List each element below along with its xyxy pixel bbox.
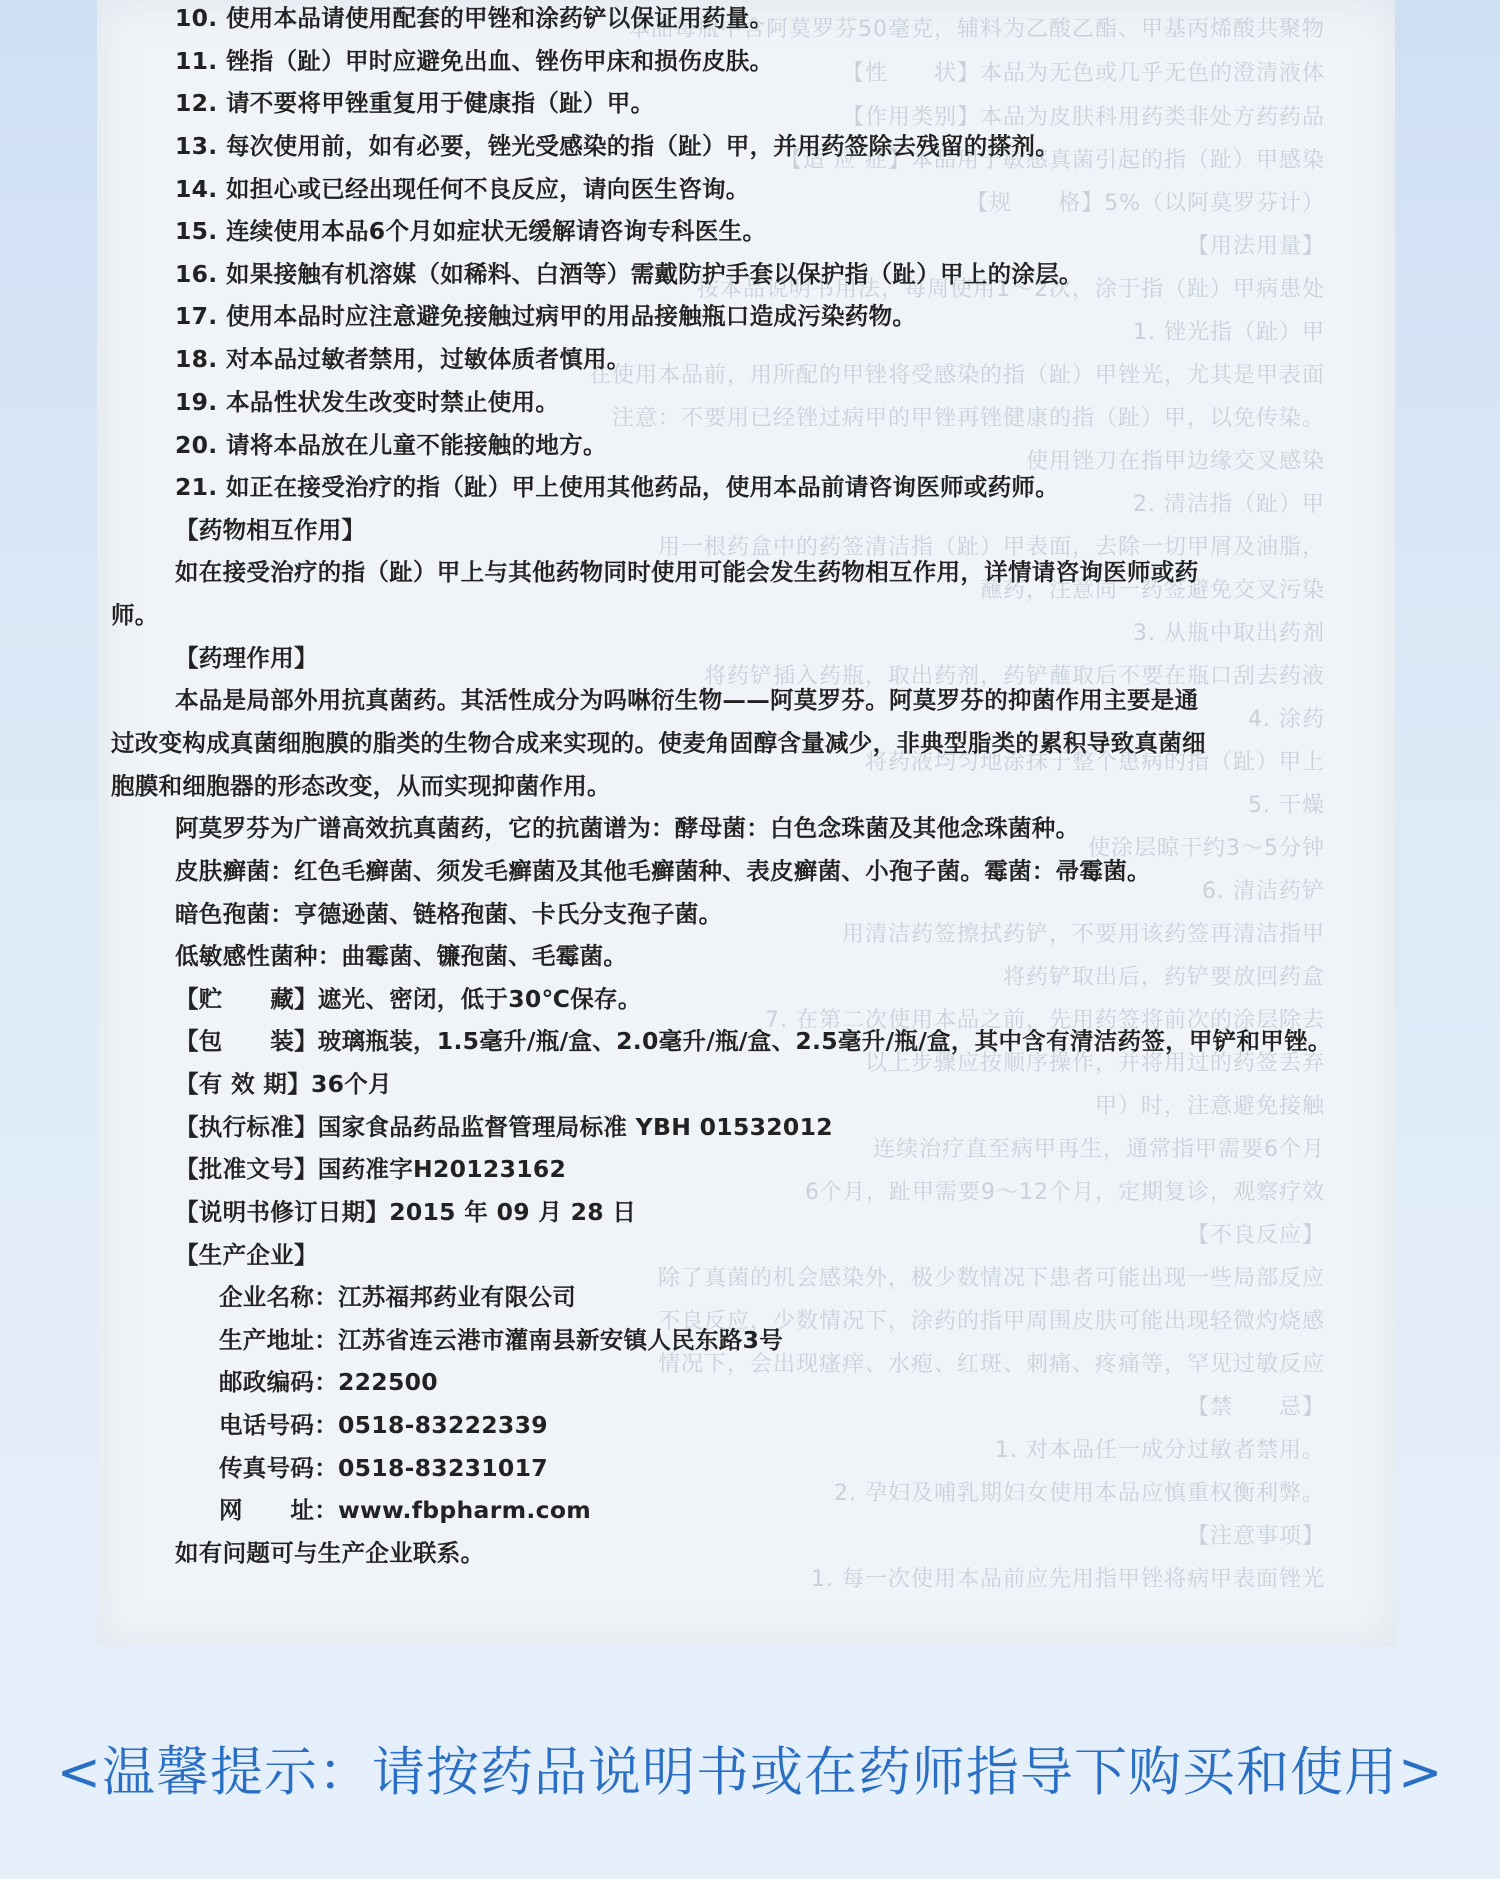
ghost-line: 1. 对本品任一成分过敏者禁用。	[995, 1438, 1325, 1463]
ghost-line: 1. 每一次使用本品前应先用指甲锉将病甲表面锉光	[811, 1567, 1325, 1592]
website: 网 址：www.fbpharm.com	[219, 1496, 592, 1524]
ghost-line: 将药铲插入药瓶，取出药剂，药铲蘸取后不要在瓶口刮去药液	[703, 664, 1325, 689]
ghost-line: 连续治疗直至病甲再生，通常指甲需要6个月	[873, 1137, 1325, 1162]
ghost-line: 甲）时，注意避免接触	[1094, 1094, 1325, 1119]
expiry-info: 【有 效 期】36个月	[175, 1070, 392, 1098]
ghost-line: 本品每瓶中含阿莫罗芬50毫克，辅料为乙酸乙酯、甲基丙烯酸共聚物	[628, 17, 1325, 42]
ghost-line: 【禁 忌】	[1186, 1395, 1325, 1420]
precaution-10: 10. 使用本品请使用配套的甲锉和涂药铲以保证用药量。	[175, 4, 774, 32]
phone-number: 电话号码：0518-83222339	[219, 1411, 548, 1439]
ghost-line: 【规 格】5%（以阿莫罗芬计）	[966, 191, 1325, 216]
pharmacology-text: 本品是局部外用抗真菌药。其活性成分为吗啉衍生物——阿莫罗芬。阿莫罗芬的抑菌作用主要是通	[175, 686, 1199, 714]
standard-info: 【执行标准】国家食品药品监督管理局标准 YBH 01532012	[175, 1113, 833, 1141]
ghost-line: 使涂层晾干约3～5分钟	[1088, 836, 1325, 861]
section-heading-pharmacology: 【药理作用】	[175, 644, 318, 672]
section-heading-manufacturer: 【生产企业】	[175, 1241, 318, 1269]
ghost-line: 1. 锉光指（趾）甲	[1133, 320, 1325, 345]
packaging-info: 【包 装】玻璃瓶装，1.5毫升/瓶/盒、2.0毫升/瓶/盒、2.5毫升/瓶/盒，其中含有清洁药签，甲铲和甲锉。	[175, 1027, 1332, 1055]
pharmacology-text: 胞膜和细胞器的形态改变，从而实现抑菌作用。	[111, 772, 611, 800]
ghost-line: 3. 从瓶中取出药剂	[1133, 621, 1325, 646]
interactions-text-cont: 师。	[111, 601, 159, 629]
precaution-12: 12. 请不要将甲锉重复用于健康指（趾）甲。	[175, 89, 655, 117]
ghost-line: 情况下，会出现瘙痒、水疱、红斑、刺痛、疼痛等，罕见过敏反应	[657, 1352, 1325, 1377]
spectrum-text: 阿莫罗芬为广谱高效抗真菌药，它的抗菌谱为：酵母菌：白色念珠菌及其他念珠菌种。	[175, 814, 1080, 842]
ghost-line: 【性 状】本品为无色或几乎无色的澄清液体	[841, 61, 1325, 86]
precaution-21: 21. 如正在接受治疗的指（趾）甲上使用其他药品，使用本品前请咨询医师或药师。	[175, 473, 1060, 501]
ghost-line: 2. 孕妇及哺乳期妇女使用本品应慎重权衡利弊。	[834, 1481, 1325, 1506]
precaution-16: 16. 如果接触有机溶媒（如稀料、白酒等）需戴防护手套以保护指（趾）甲上的涂层。	[175, 260, 1083, 288]
contact-note: 如有问题可与生产企业联系。	[175, 1539, 485, 1567]
ghost-line: 使用锉刀在指甲边缘交叉感染	[1025, 449, 1325, 474]
fax-number: 传真号码：0518-83231017	[219, 1454, 548, 1482]
precaution-17: 17. 使用本品时应注意避免接触过病甲的用品接触瓶口造成污染药物。	[175, 302, 917, 330]
ghost-line: 【作用类别】本品为皮肤科用药类非处方药药品	[841, 105, 1325, 130]
ghost-line: 用一根药盒中的药签清洁指（趾）甲表面，去除一切甲屑及油脂，	[657, 535, 1325, 560]
ghost-line: 6个月，趾甲需要9～12个月，定期复诊，观察疗效	[805, 1180, 1325, 1205]
precaution-18: 18. 对本品过敏者禁用，过敏体质者慎用。	[175, 345, 631, 373]
revision-date: 【说明书修订日期】2015 年 09 月 28 日	[175, 1198, 637, 1226]
ghost-line: 5. 干燥	[1248, 793, 1325, 818]
ghost-line: 4. 涂药	[1248, 707, 1325, 732]
precaution-20: 20. 请将本品放在儿童不能接触的地方。	[175, 431, 607, 459]
approval-number: 【批准文号】国药准字H20123162	[175, 1155, 567, 1183]
ghost-line: 除了真菌的机会感染外，极少数情况下患者可能出现一些局部反应	[657, 1266, 1325, 1291]
ghost-line: 将药液均匀地涂抹于整个患病的指（趾）甲上	[864, 750, 1325, 775]
ghost-line: 【注意事项】	[1186, 1524, 1325, 1549]
ghost-line: 【不良反应】	[1186, 1223, 1325, 1248]
ghost-line: 在使用本品前，用所配的甲锉将受感染的指（趾）甲锉光，尤其是甲表面	[588, 363, 1325, 388]
ghost-line: 6. 清洁药铲	[1202, 879, 1325, 904]
company-address: 生产地址：江苏省连云港市灌南县新安镇人民东路3号	[219, 1326, 784, 1354]
ghost-line: 不良反应，少数情况下，涂药的指甲周围皮肤可能出现轻微灼烧感	[657, 1309, 1325, 1334]
spectrum-text: 低敏感性菌种：曲霉菌、镰孢菌、毛霉菌。	[175, 942, 628, 970]
company-name: 企业名称：江苏福邦药业有限公司	[219, 1283, 576, 1311]
interactions-text: 如在接受治疗的指（趾）甲上与其他药物同时使用可能会发生药物相互作用，详情请咨询医师或药	[175, 558, 1199, 586]
warm-tip-banner: <温馨提示：请按药品说明书或在药师指导下购买和使用>	[56, 1742, 1444, 1803]
ghost-line: 【适 应 症】本品用于敏感真菌引起的指（趾）甲感染	[780, 148, 1325, 173]
spectrum-text: 皮肤癣菌：红色毛癣菌、须发毛癣菌及其他毛癣菌种、表皮癣菌、小孢子菌。霉菌：帚霉菌。	[175, 857, 1151, 885]
ghost-line: 蘸药，注意同一药签避免交叉污染	[979, 578, 1325, 603]
precaution-15: 15. 连续使用本品6个月如症状无缓解请咨询专科医生。	[175, 217, 767, 245]
precaution-11: 11. 锉指（趾）甲时应避免出血、锉伤甲床和损伤皮肤。	[175, 47, 774, 75]
ghost-line: 用清洁药签擦拭药铲，不要用该药签再清洁指甲	[841, 922, 1325, 947]
pharmacology-text: 过改变构成真菌细胞膜的脂类的生物合成来实现的。使麦角固醇含量减少，非典型脂类的累积导致真菌细	[111, 729, 1206, 757]
section-heading-interactions: 【药物相互作用】	[175, 516, 366, 544]
ghost-line: 【用法用量】	[1186, 234, 1325, 259]
ghost-line: 2. 清洁指（趾）甲	[1133, 492, 1325, 517]
ghost-line: 以上步骤应按顺序操作，并将用过的药签丢弃	[864, 1051, 1325, 1076]
precaution-19: 19. 本品性状发生改变时禁止使用。	[175, 388, 560, 416]
ghost-line: 按本品说明书用法，每周使用1～2次，涂于指（趾）甲病患处	[697, 277, 1325, 302]
precaution-13: 13. 每次使用前，如有必要，锉光受感染的指（趾）甲，并用药签除去残留的搽剂。	[175, 132, 1060, 160]
spectrum-text: 暗色孢菌：亨德逊菌、链格孢菌、卡氏分支孢子菌。	[175, 900, 723, 928]
ghost-line: 将药铲取出后，药铲要放回药盒	[1002, 965, 1325, 990]
storage-info: 【贮 藏】遮光、密闭，低于30℃保存。	[175, 985, 642, 1013]
precaution-14: 14. 如担心或已经出现任何不良反应，请向医生咨询。	[175, 175, 750, 203]
postal-code: 邮政编码：222500	[219, 1368, 438, 1396]
instruction-leaflet-scan	[97, 0, 1395, 1646]
ghost-line: 7. 在第二次使用本品之前，先用药签将前次的涂层除去	[765, 1008, 1325, 1033]
ghost-line: 注意：不要用已经锉过病甲的甲锉再锉健康的指（趾）甲，以免传染。	[611, 406, 1325, 431]
